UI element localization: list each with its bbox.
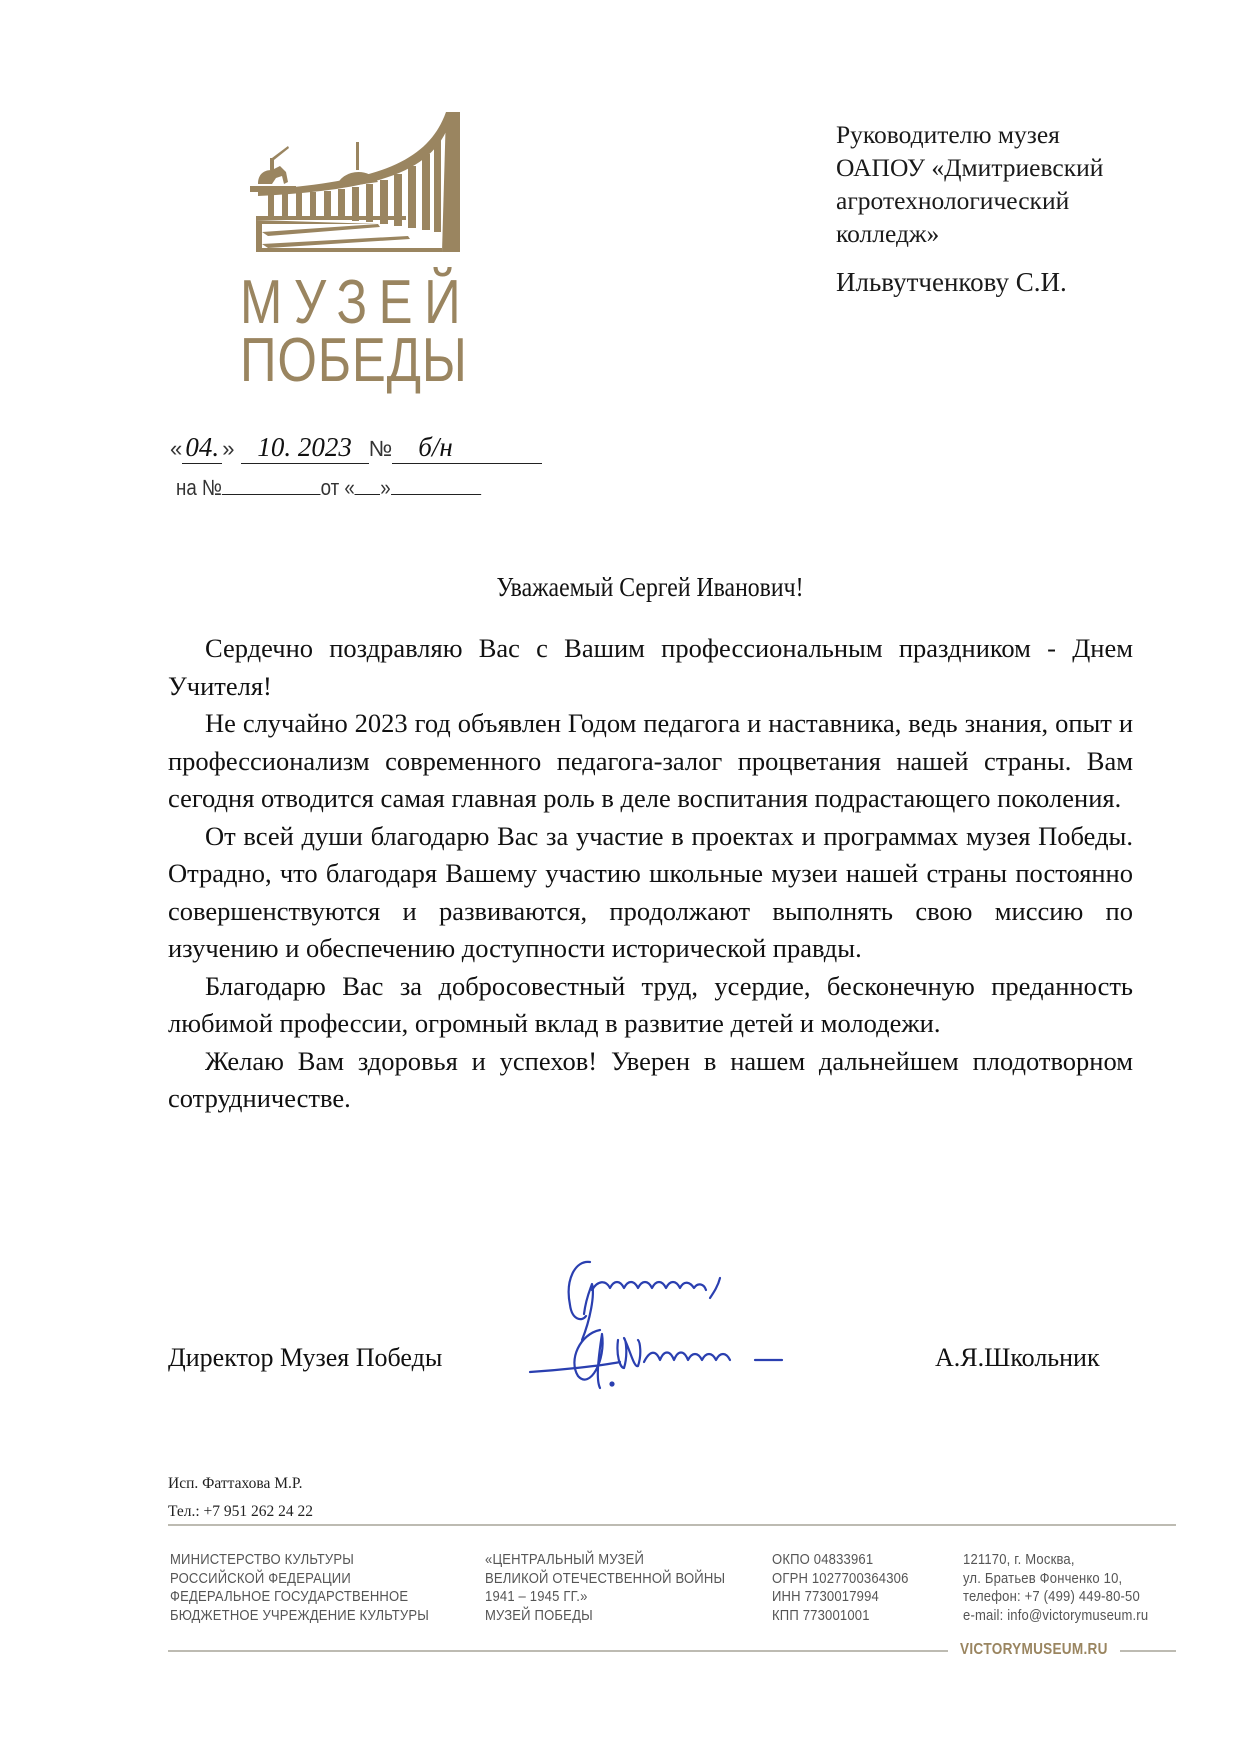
footer-line: МУЗЕЙ ПОБЕДЫ — [485, 1607, 593, 1624]
footer-contacts — [963, 1551, 1148, 1625]
handwritten-signature — [520, 1250, 890, 1390]
footer-line: РОССИЙСКОЙ ФЕДЕРАЦИИ — [170, 1570, 351, 1587]
executor-phone: Тел.: +7 951 262 24 22 — [168, 1503, 314, 1520]
letter-body — [168, 630, 1133, 1118]
footer-organization — [485, 1551, 725, 1625]
incoming-reference-line — [176, 474, 481, 501]
reference-day-blank — [355, 474, 381, 495]
footer-line: 121170, г. Москва, — [963, 1552, 1075, 1568]
logo-text-victory: ПОБЕДЫ — [240, 326, 468, 395]
open-quote: « — [170, 436, 183, 461]
footer-line: «ЦЕНТРАЛЬНЫЙ МУЗЕЙ — [485, 1552, 645, 1568]
footer-divider-top — [168, 1524, 1176, 1526]
addressee-line: колледж» — [836, 219, 940, 248]
footer-line: 1941 – 1945 ГГ.» — [485, 1589, 588, 1605]
signatory-title: Директор Музея Победы — [168, 1343, 443, 1372]
footer-line: ОГРН 1027700364306 — [772, 1570, 909, 1587]
addressee-line: Руководителю музея — [836, 120, 1060, 149]
footer-line: ИНН 7730017994 — [772, 1589, 879, 1605]
executor-info — [168, 1470, 313, 1526]
footer-line: ул. Братьев Фонченко 10, — [963, 1570, 1123, 1587]
footer-line: ВЕЛИКОЙ ОТЕЧЕСТВЕННОЙ ВОЙНЫ — [485, 1570, 726, 1587]
reference-date-blank — [391, 474, 481, 495]
paragraph: Желаю Вам здоровья и успехов! Уверен в нашем дальнейшем плодотворном сотрудничестве. — [168, 1045, 1133, 1113]
footer-divider-bottom-right — [1120, 1650, 1176, 1652]
executor-name: Исп. Фаттахова М.Р. — [168, 1475, 303, 1492]
addressee-line: ОАПОУ «Дмитриевский — [836, 153, 1104, 182]
reference-number-blank — [222, 474, 321, 495]
footer-line: ФЕДЕРАЛЬНОЕ ГОСУДАРСТВЕННОЕ — [170, 1589, 409, 1605]
monument-emblem-icon — [228, 112, 468, 272]
footer-line: телефон: +7 (499) 449-80-50 — [963, 1589, 1140, 1605]
footer-line: МИНИСТЕРСТВО КУЛЬТУРЫ — [170, 1552, 355, 1568]
addressee-block — [836, 118, 1176, 299]
museum-logo — [228, 112, 473, 402]
paragraph: Благодарю Вас за добросовестный труд, усердие, бесконечную преданность любимой профессии, огромный вклад в развитие детей и молодежи. — [168, 970, 1133, 1038]
paragraph: Не случайно 2023 год объявлен Годом педагога и наставника, ведь знания, опыт и профессионализм современного педагога-залог процветания нашей страны. Вам сегодня отводится самая главная роль в деле воспитания подрастающего поколения. — [168, 708, 1133, 813]
date-day: 04. — [182, 432, 222, 464]
paragraph: От всей души благодарю Вас за участие в проектах и программах музея Победы. Отрадно, что благодаря Вашему участию школьные музеи нашей страны постоянно совершенствуются и развиваются, продолжают выполнять свою миссию по изучению и обеспечению доступности исторической правды. — [168, 820, 1133, 963]
website-link[interactable]: VICTORYMUSEUM.RU — [960, 1641, 1108, 1658]
number-label: № — [368, 436, 393, 461]
footer-line: ОКПО 04833961 — [772, 1552, 874, 1568]
paragraph: Сердечно поздравляю Вас с Вашим профессиональным праздником - Днем Учителя! — [168, 633, 1133, 701]
footer-email[interactable]: e-mail: info@victorymuseum.ru — [963, 1607, 1149, 1624]
from-close-quote: » — [380, 475, 391, 500]
footer-ministry — [170, 1551, 429, 1625]
logo-text-museum: МУЗЕЙ — [240, 268, 473, 337]
salutation: Уважаемый Сергей Иванович! — [496, 572, 804, 602]
footer-line: КПП 773001001 — [772, 1607, 870, 1624]
outgoing-registration-line — [170, 432, 542, 464]
from-label: от « — [320, 475, 355, 500]
addressee-line: агротехнологический — [836, 186, 1070, 215]
footer-line: БЮДЖЕТНОЕ УЧРЕЖДЕНИЕ КУЛЬТУРЫ — [170, 1607, 429, 1624]
footer-registry-codes — [772, 1551, 909, 1625]
signatory-name: А.Я.Школьник — [935, 1343, 1100, 1372]
addressee-name: Ильвутченкову С.И. — [836, 267, 1067, 297]
close-quote: » — [222, 436, 235, 461]
date-month-year: 10. 2023 — [241, 432, 369, 464]
footer-divider-bottom — [168, 1650, 948, 1652]
reference-label: на № — [176, 475, 222, 500]
document-number: б/н — [392, 432, 542, 464]
